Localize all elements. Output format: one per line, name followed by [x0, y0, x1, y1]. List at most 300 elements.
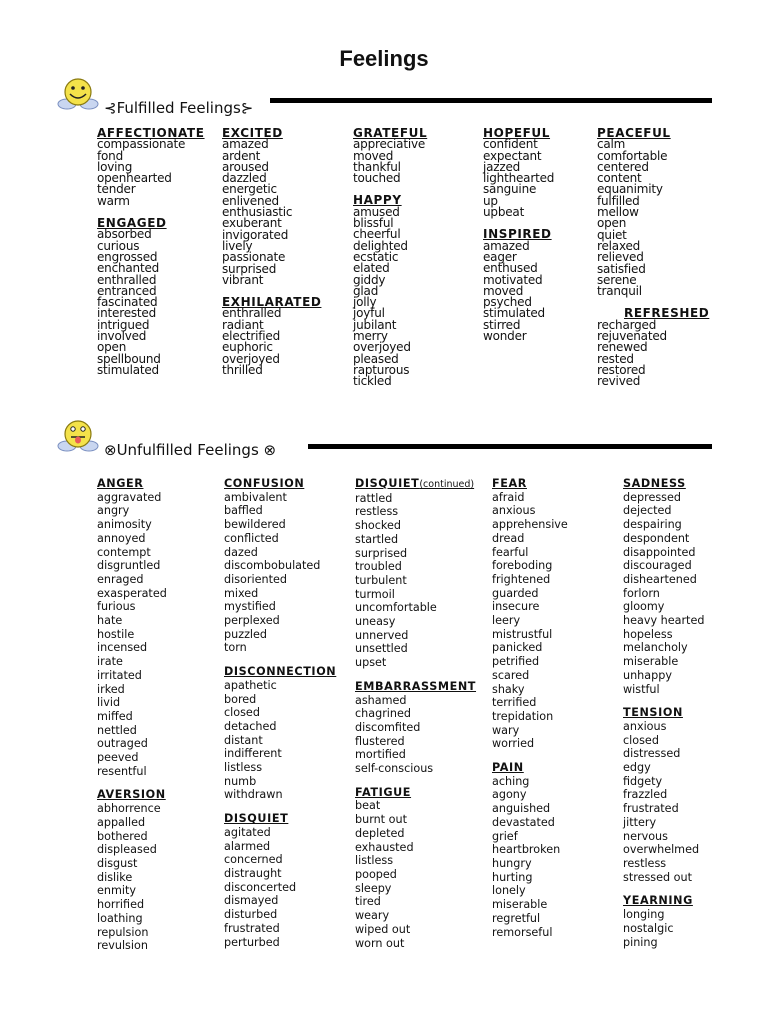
feeling-word: amazed	[222, 137, 269, 152]
feeling-word: troubled	[355, 560, 402, 574]
feeling-word: discomfited	[355, 720, 421, 734]
feeling-word: turbulent	[355, 573, 407, 587]
feeling-word: detached	[224, 719, 277, 733]
feeling-word: self-conscious	[355, 762, 434, 776]
feeling-word: mistrustful	[492, 627, 553, 641]
group-title: ANGER	[97, 477, 144, 490]
feeling-word: appalled	[97, 815, 146, 829]
feeling-word: relaxed	[597, 238, 641, 253]
feeling-word: restless	[623, 856, 667, 870]
feeling-word: invigorated	[222, 227, 289, 242]
feeling-word: merry	[353, 329, 388, 344]
feeling-word: enthralled	[97, 272, 157, 287]
feeling-word: disheartened	[623, 572, 697, 586]
feeling-group	[597, 128, 709, 297]
feeling-word: giddy	[353, 272, 386, 287]
section-divider	[308, 444, 712, 449]
feeling-word: remorseful	[492, 925, 553, 939]
feeling-word: nostalgic	[623, 921, 674, 935]
feeling-word: bewildered	[224, 518, 286, 532]
feeling-word: worn out	[355, 936, 405, 950]
feeling-word: overwhelmed	[623, 843, 700, 857]
feeling-word: expectant	[483, 148, 542, 163]
feeling-word: moved	[483, 283, 524, 298]
group-title: FATIGUE	[355, 785, 412, 799]
feeling-group	[623, 477, 704, 696]
feeling-word: surprised	[222, 261, 277, 276]
feeling-word: blissful	[353, 216, 394, 231]
feeling-group	[492, 477, 568, 751]
feeling-word: frustrated	[224, 921, 280, 935]
feeling-word: dazed	[224, 545, 258, 559]
feeling-word: shaky	[492, 682, 525, 696]
unfulfilled-column	[224, 477, 336, 959]
feeling-word: rattled	[355, 491, 393, 505]
feeling-group	[222, 297, 321, 376]
group-title: ENGAGED	[97, 216, 167, 231]
feeling-word: gloomy	[623, 600, 665, 614]
feeling-word: up	[483, 193, 498, 208]
feeling-group	[355, 786, 476, 950]
feeling-word: worried	[492, 737, 535, 751]
feeling-group	[97, 477, 167, 778]
unfulfilled-column	[623, 477, 704, 959]
feeling-word: irritated	[97, 668, 142, 682]
feeling-word: miffed	[97, 709, 133, 723]
feeling-word: elated	[353, 261, 390, 276]
feeling-group	[492, 761, 568, 939]
feeling-word: puzzled	[224, 627, 268, 641]
feeling-word: enthused	[483, 261, 538, 276]
feeling-word: rested	[597, 351, 634, 366]
feeling-word: discouraged	[623, 559, 692, 573]
feeling-word: dread	[492, 531, 525, 545]
feeling-word: nettled	[97, 723, 137, 737]
fulfilled-column	[97, 128, 205, 387]
feeling-word: resentful	[97, 764, 147, 778]
feeling-word: heartbroken	[492, 843, 561, 857]
feeling-word: forlorn	[623, 586, 660, 600]
feeling-word: frustrated	[623, 802, 679, 816]
fulfilled-heading: ⊰Fulfilled Feelings⊱	[104, 99, 254, 117]
group-title: REFRESHED	[624, 306, 710, 321]
feeling-word: amazed	[483, 238, 530, 253]
feeling-word: relieved	[597, 250, 644, 265]
feeling-group	[224, 477, 336, 655]
feeling-word: apathetic	[224, 678, 277, 692]
feeling-word: enraged	[97, 572, 144, 586]
feeling-word: miserable	[492, 898, 548, 912]
feeling-group	[353, 195, 427, 387]
feeling-word: incensed	[97, 641, 148, 655]
feeling-word: restless	[355, 505, 399, 519]
feeling-word: distant	[224, 733, 263, 747]
feeling-word: uncomfortable	[355, 601, 437, 615]
feeling-word: disconcerted	[224, 880, 297, 894]
feeling-word: stimulated	[483, 306, 545, 321]
feeling-word: pining	[623, 935, 658, 949]
feeling-word: abhorrence	[97, 802, 161, 816]
feeling-group	[597, 308, 709, 387]
feeling-word: disgruntled	[97, 559, 161, 573]
feeling-word: numb	[224, 774, 257, 788]
feeling-word: entranced	[97, 283, 157, 298]
feeling-word: irate	[97, 655, 123, 669]
feeling-word: euphoric	[222, 340, 273, 355]
group-title: PAIN	[492, 761, 524, 775]
feeling-word: absorbed	[97, 227, 152, 242]
feeling-word: dazzled	[222, 171, 267, 186]
feeling-word: agitated	[224, 825, 271, 839]
feeling-word: startled	[355, 532, 399, 546]
feeling-word: afraid	[492, 490, 525, 504]
feeling-word: open	[97, 340, 127, 355]
feeling-group	[355, 477, 476, 670]
group-title: EXHILARATED	[222, 295, 322, 310]
feeling-word: devastated	[492, 815, 555, 829]
feeling-word: wonder	[483, 329, 527, 344]
feeling-word: ambivalent	[224, 490, 287, 504]
feeling-word: bothered	[97, 829, 148, 843]
feeling-word: distressed	[623, 747, 681, 761]
feeling-word: regretful	[492, 911, 541, 925]
feeling-word: eager	[483, 249, 517, 264]
feeling-word: delighted	[353, 238, 408, 253]
feeling-word: quiet	[597, 227, 627, 242]
feeling-word: interested	[97, 306, 157, 321]
feeling-word: guarded	[492, 586, 539, 600]
group-title: DISQUIET(continued)	[355, 477, 475, 490]
feeling-word: overjoyed	[353, 340, 411, 355]
unfulfilled-column	[97, 477, 167, 963]
feeling-word: stirred	[483, 317, 521, 332]
feeling-word: hate	[97, 614, 123, 628]
feeling-word: mellow	[597, 205, 639, 220]
feeling-word: alarmed	[224, 839, 271, 853]
feeling-word: renewed	[597, 340, 648, 355]
feeling-word: overjoyed	[222, 351, 280, 366]
feeling-word: closed	[623, 733, 659, 747]
feeling-word: baffled	[224, 504, 263, 518]
feeling-word: anxious	[623, 719, 667, 733]
feeling-word: glad	[353, 283, 379, 298]
feeling-word: scared	[492, 668, 530, 682]
feeling-word: disoriented	[224, 572, 287, 586]
feeling-word: recharged	[597, 317, 657, 332]
feeling-word: despairing	[623, 518, 682, 532]
feeling-word: furious	[97, 600, 136, 614]
feeling-word: torn	[224, 641, 247, 655]
feeling-word: joyful	[353, 306, 385, 321]
feeling-word: longing	[623, 908, 665, 922]
feeling-word: mystified	[224, 600, 276, 614]
feeling-word: aroused	[222, 159, 269, 174]
feeling-word: beat	[355, 799, 381, 813]
feeling-word: agony	[492, 788, 527, 802]
feeling-word: enthralled	[222, 306, 282, 321]
feeling-word: disappointed	[623, 545, 696, 559]
feeling-word: wiped out	[355, 922, 411, 936]
feeling-word: depleted	[355, 826, 405, 840]
feeling-word: radiant	[222, 317, 264, 332]
feeling-word: concerned	[224, 853, 283, 867]
feeling-word: outraged	[97, 737, 148, 751]
feeling-group	[97, 128, 205, 207]
feeling-group	[623, 894, 704, 949]
feeling-word: fond	[97, 148, 123, 163]
feeling-word: listless	[355, 854, 394, 868]
unfulfilled-column	[355, 477, 476, 960]
feeling-word: stimulated	[97, 362, 159, 377]
feeling-word: wistful	[623, 682, 660, 696]
feeling-word: flustered	[355, 734, 405, 748]
group-title: HAPPY	[353, 193, 402, 208]
feeling-word: repulsion	[97, 925, 149, 939]
group-title: EMBARRASSMENT	[355, 679, 477, 693]
feeling-word: jazzed	[483, 159, 521, 174]
page-title: Feelings	[339, 46, 429, 71]
feeling-word: shocked	[355, 519, 401, 533]
group-title: DISQUIET	[224, 812, 289, 826]
feeling-word: edgy	[623, 761, 651, 775]
feeling-word: rejuvenated	[597, 329, 667, 344]
feeling-word: irked	[97, 682, 125, 696]
feeling-word: unnerved	[355, 628, 409, 642]
feeling-group	[623, 706, 704, 884]
feeling-word: hopeless	[623, 627, 673, 641]
feeling-word: leery	[492, 614, 521, 628]
feeling-word: surprised	[355, 546, 408, 560]
group-title: FEAR	[492, 477, 527, 490]
feeling-word: conflicted	[224, 531, 279, 545]
feeling-word: appreciative	[353, 137, 426, 152]
feeling-word: confident	[483, 137, 538, 152]
feeling-word: anguished	[492, 802, 551, 816]
feeling-word: uneasy	[355, 615, 396, 629]
feeling-word: comfortable	[597, 148, 668, 163]
feeling-word: apprehensive	[492, 518, 568, 532]
feeling-word: intrigued	[97, 317, 150, 332]
feeling-word: aggravated	[97, 490, 162, 504]
feeling-word: amused	[353, 204, 400, 219]
feeling-word: stressed out	[623, 870, 692, 884]
feeling-word: tender	[97, 182, 136, 197]
feeling-word: frazzled	[623, 788, 668, 802]
feeling-word: panicked	[492, 641, 543, 655]
feeling-word: hostile	[97, 627, 135, 641]
feeling-word: enchanted	[97, 261, 160, 276]
feeling-word: exhausted	[355, 840, 414, 854]
fulfilled-column	[353, 128, 427, 399]
feeling-word: loving	[97, 159, 133, 174]
feeling-word: mixed	[224, 586, 259, 600]
feeling-word: psyched	[483, 295, 532, 310]
feeling-word: indifferent	[224, 747, 282, 761]
group-title: SADNESS	[623, 477, 686, 490]
feeling-word: exuberant	[222, 216, 282, 231]
feeling-word: trepidation	[492, 709, 554, 723]
feeling-word: peeved	[97, 751, 139, 765]
feeling-word: calm	[597, 137, 626, 152]
feeling-word: weary	[355, 909, 390, 923]
feeling-word: dejected	[623, 504, 672, 518]
feeling-word: nervous	[623, 829, 668, 843]
feeling-word: lonely	[492, 884, 526, 898]
feeling-word: satisfied	[597, 261, 646, 276]
group-title: YEARNING	[623, 894, 693, 908]
feeling-word: disgust	[97, 856, 138, 870]
fulfilled-column	[597, 128, 709, 399]
feeling-word: fearful	[492, 545, 529, 559]
feeling-word: vibrant	[222, 272, 264, 287]
feeling-word: melancholy	[623, 641, 688, 655]
feeling-word: upbeat	[483, 205, 525, 220]
feeling-word: unhappy	[623, 668, 672, 682]
feeling-word: pooped	[355, 867, 397, 881]
feeling-word: wary	[492, 723, 520, 737]
group-title: DISCONNECTION	[224, 665, 337, 679]
feeling-word: animosity	[97, 518, 152, 532]
group-title: TENSION	[623, 706, 683, 720]
feeling-word: equanimity	[597, 182, 663, 197]
feeling-word: electrified	[222, 329, 281, 344]
feeling-word: dislike	[97, 870, 133, 884]
feeling-word: sleepy	[355, 881, 392, 895]
feeling-word: annoyed	[97, 531, 146, 545]
feeling-word: mortified	[355, 748, 406, 762]
feeling-word: closed	[224, 706, 260, 720]
feeling-word: disturbed	[224, 908, 278, 922]
group-title: HOPEFUL	[483, 126, 551, 140]
feeling-word: discombobulated	[224, 559, 321, 573]
feeling-word: bored	[224, 692, 257, 706]
feeling-word: lively	[222, 238, 253, 253]
feeling-word: tickled	[353, 374, 392, 389]
feeling-word: tired	[355, 895, 381, 909]
feeling-word: exasperated	[97, 586, 167, 600]
feeling-word: restored	[597, 362, 646, 377]
feeling-group	[355, 680, 476, 776]
feeling-word: listless	[224, 761, 263, 775]
smiley-face-icon	[55, 76, 101, 114]
feeling-word: anxious	[492, 504, 536, 518]
feeling-word: ardent	[222, 148, 261, 163]
feeling-word: passionate	[222, 250, 286, 265]
group-title: CONFUSION	[224, 477, 305, 490]
feeling-word: dismayed	[224, 894, 279, 908]
feeling-word: jubilant	[353, 317, 397, 332]
feeling-word: terrified	[492, 696, 537, 710]
feeling-word: angry	[97, 504, 130, 518]
feeling-word: thankful	[353, 159, 401, 174]
feeling-word: petrified	[492, 655, 540, 669]
feeling-word: openhearted	[97, 171, 172, 186]
feeling-group	[222, 128, 321, 286]
feeling-word: unsettled	[355, 642, 408, 656]
feeling-word: turmoil	[355, 587, 395, 601]
group-title: INSPIRED	[483, 227, 552, 242]
feeling-word: open	[597, 216, 627, 231]
feeling-word: displeased	[97, 843, 157, 857]
feeling-word: upset	[355, 656, 387, 670]
feeling-word: serene	[597, 272, 637, 287]
group-title: AVERSION	[97, 788, 166, 802]
feeling-group	[353, 128, 427, 184]
feeling-group	[483, 128, 554, 218]
feeling-group	[97, 788, 167, 952]
feeling-word: thrilled	[222, 362, 263, 377]
feeling-word: motivated	[483, 272, 543, 287]
feeling-word: moved	[353, 148, 394, 163]
feeling-word: loathing	[97, 911, 143, 925]
feeling-word: energetic	[222, 182, 277, 197]
feeling-group	[483, 229, 554, 342]
feeling-group	[97, 218, 205, 376]
feeling-word: enmity	[97, 884, 136, 898]
feeling-word: aching	[492, 774, 530, 788]
feeling-word: jittery	[623, 815, 657, 829]
feeling-word: ecstatic	[353, 249, 399, 264]
feeling-word: hungry	[492, 856, 532, 870]
feeling-word: enthusiastic	[222, 205, 293, 220]
feeling-word: revulsion	[97, 939, 148, 953]
fulfilled-column	[483, 128, 554, 353]
feeling-word: perturbed	[224, 935, 280, 949]
feeling-word: pleased	[353, 351, 399, 366]
section-divider	[270, 98, 712, 103]
feeling-word: hurting	[492, 870, 533, 884]
feeling-word: contempt	[97, 545, 151, 559]
feeling-word: frightened	[492, 572, 551, 586]
unfulfilled-heading: ⊗Unfulfilled Feelings ⊗	[104, 441, 277, 459]
feeling-word: rapturous	[353, 362, 410, 377]
feeling-word: distraught	[224, 866, 282, 880]
feeling-word: ashamed	[355, 693, 407, 707]
feeling-word: touched	[353, 171, 401, 186]
feeling-word: fulfilled	[597, 193, 640, 208]
feeling-word: burnt out	[355, 813, 407, 827]
feeling-word: livid	[97, 696, 121, 710]
group-title: EXCITED	[222, 126, 283, 140]
feeling-word: cheerful	[353, 227, 401, 242]
feeling-word: horrified	[97, 898, 145, 912]
feeling-word: miserable	[623, 655, 679, 669]
feeling-word: foreboding	[492, 559, 553, 573]
feeling-word: perplexed	[224, 614, 280, 628]
feeling-word: centered	[597, 159, 649, 174]
group-title: PEACEFUL	[597, 126, 671, 140]
feeling-word: chagrined	[355, 707, 411, 721]
feeling-word: curious	[97, 238, 140, 253]
feeling-word: fascinated	[97, 295, 158, 310]
group-title: GRATEFUL	[353, 126, 428, 140]
tongue-out-face-icon	[55, 418, 101, 456]
feeling-word: depressed	[623, 490, 681, 504]
feeling-word: enlivened	[222, 193, 279, 208]
feeling-word: spellbound	[97, 351, 161, 366]
feeling-word: compassionate	[97, 137, 186, 152]
feeling-word: jolly	[353, 295, 377, 310]
feeling-word: engrossed	[97, 249, 158, 264]
feeling-word: heavy hearted	[623, 614, 705, 628]
feeling-word: warm	[97, 193, 130, 208]
feeling-word: sanguine	[483, 182, 537, 197]
feeling-word: involved	[97, 329, 147, 344]
feeling-word: content	[597, 171, 642, 186]
fulfilled-column	[222, 128, 321, 387]
group-title: AFFECTIONATE	[97, 126, 205, 140]
feeling-word: tranquil	[597, 284, 642, 299]
